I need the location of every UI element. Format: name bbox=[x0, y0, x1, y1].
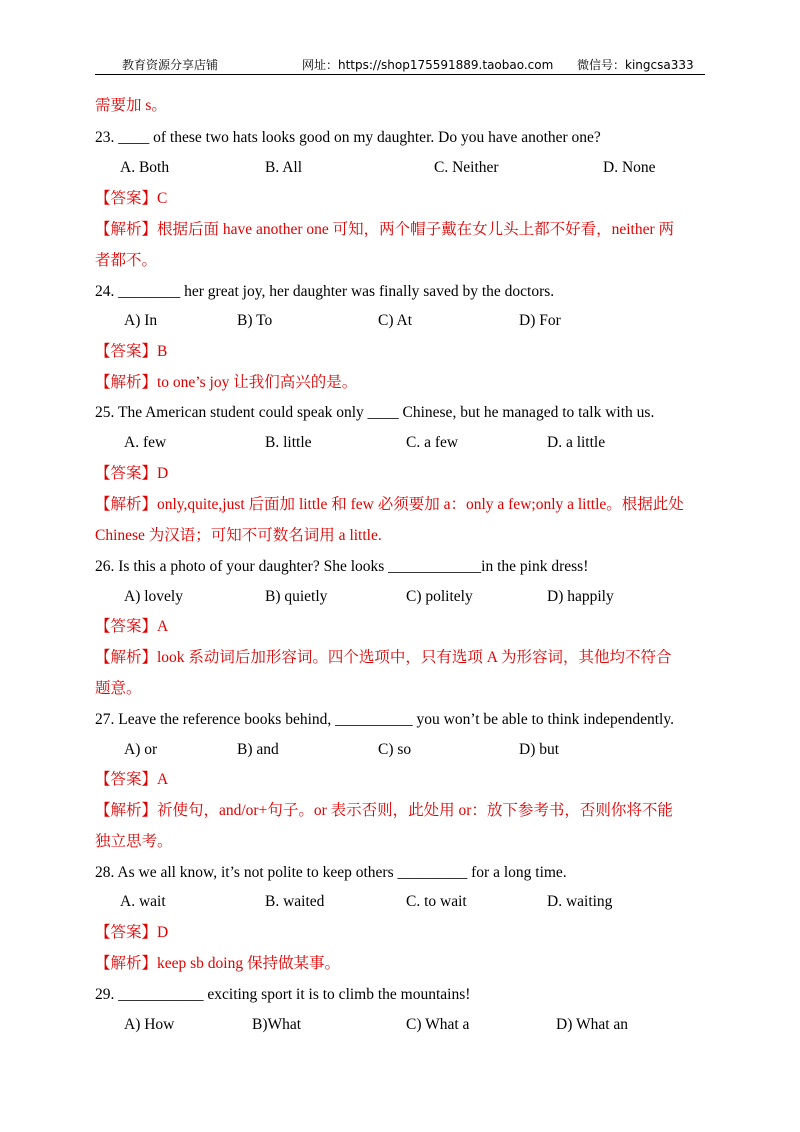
q27-option-a: A) or bbox=[124, 741, 158, 758]
q23-explanation-2: 者都不。 bbox=[95, 252, 158, 269]
question-28: 28. As we all know, it’s not polite to keep others _________ for a long time. bbox=[95, 864, 567, 881]
q29-option-c: C) What a bbox=[406, 1016, 470, 1033]
q28-option-c: C. to wait bbox=[406, 893, 467, 910]
q25-explanation-1: 【解析】only,quite,just 后面加 little 和 few 必须要加 a：only a few;only a little。根据此处 bbox=[95, 496, 684, 513]
q27-option-c: C) so bbox=[378, 741, 412, 758]
q25-option-c: C. a few bbox=[406, 434, 459, 451]
q26-explanation-1: 【解析】look 系动词后加形容词。四个选项中，只有选项 A 为形容词，其他均不符合 bbox=[95, 649, 672, 666]
q23-answer: 【答案】C bbox=[95, 190, 168, 207]
q27-option-b: B) and bbox=[237, 741, 279, 758]
header-url: 网址：https://shop175591889.taobao.com bbox=[302, 58, 554, 72]
q28-explanation: 【解析】keep sb doing 保持做某事。 bbox=[95, 955, 340, 972]
q25-answer: 【答案】D bbox=[95, 465, 169, 482]
q28-option-b: B. waited bbox=[265, 893, 325, 910]
question-23: 23. ____ of these two hats looks good on my daughter. Do you have another one? bbox=[95, 129, 601, 146]
q23-option-c: C. Neither bbox=[434, 159, 499, 176]
question-25: 25. The American student could speak only ____ Chinese, but he managed to talk with us. bbox=[95, 404, 655, 421]
q23-option-a: A. Both bbox=[120, 159, 170, 176]
question-29: 29. ___________ exciting sport it is to climb the mountains! bbox=[95, 986, 471, 1003]
q26-option-b: B) quietly bbox=[265, 588, 328, 605]
q26-explanation-2: 题意。 bbox=[95, 680, 142, 697]
header-shop-name: 教育资源分享店铺 bbox=[122, 58, 219, 72]
q25-option-b: B. little bbox=[265, 434, 312, 451]
header-wechat: 微信号：kingcsa333 bbox=[577, 58, 694, 72]
q26-option-a: A) lovely bbox=[124, 588, 183, 605]
q28-option-a: A. wait bbox=[120, 893, 166, 910]
q26-answer: 【答案】A bbox=[95, 618, 169, 635]
q25-option-d: D. a little bbox=[547, 434, 606, 451]
question-26: 26. Is this a photo of your daughter? She looks ____________in the pink dress! bbox=[95, 558, 589, 575]
q24-option-d: D) For bbox=[519, 312, 561, 329]
q27-option-d: D) but bbox=[519, 741, 560, 758]
q27-answer: 【答案】A bbox=[95, 771, 169, 788]
q25-explanation-2: Chinese 为汉语；可知不可数名词用 a little. bbox=[95, 527, 382, 544]
q28-option-d: D. waiting bbox=[547, 893, 613, 910]
q28-answer: 【答案】D bbox=[95, 924, 169, 941]
question-27: 27. Leave the reference books behind, __________ you won’t be able to think independently. bbox=[95, 711, 674, 728]
q27-explanation-1: 【解析】祈使句，and/or+句子。or 表示否则，此处用 or：放下参考书，否则你将不能 bbox=[95, 802, 673, 819]
q29-option-a: A) How bbox=[124, 1016, 175, 1033]
q24-option-b: B) To bbox=[237, 312, 273, 329]
q23-explanation-1: 【解析】根据后面 have another one 可知，两个帽子戴在女儿头上都不好看，neither 两 bbox=[95, 221, 675, 238]
q24-option-c: C) At bbox=[378, 312, 413, 329]
question-24: 24. ________ her great joy, her daughter was finally saved by the doctors. bbox=[95, 283, 555, 300]
q24-answer: 【答案】B bbox=[95, 343, 168, 360]
q26-option-d: D) happily bbox=[547, 588, 614, 605]
q23-option-b: B. All bbox=[265, 159, 303, 176]
explanation-continued: 需要加 s。 bbox=[95, 97, 167, 114]
page-header bbox=[95, 56, 705, 75]
q29-option-b: B)What bbox=[252, 1016, 302, 1033]
q27-explanation-2: 独立思考。 bbox=[95, 833, 173, 850]
q24-option-a: A) In bbox=[124, 312, 158, 329]
q29-option-d: D) What an bbox=[556, 1016, 629, 1033]
q24-explanation: 【解析】to one’s joy 让我们高兴的是。 bbox=[95, 374, 358, 391]
q26-option-c: C) politely bbox=[406, 588, 473, 605]
q23-option-d: D. None bbox=[603, 159, 656, 176]
q25-option-a: A. few bbox=[124, 434, 167, 451]
